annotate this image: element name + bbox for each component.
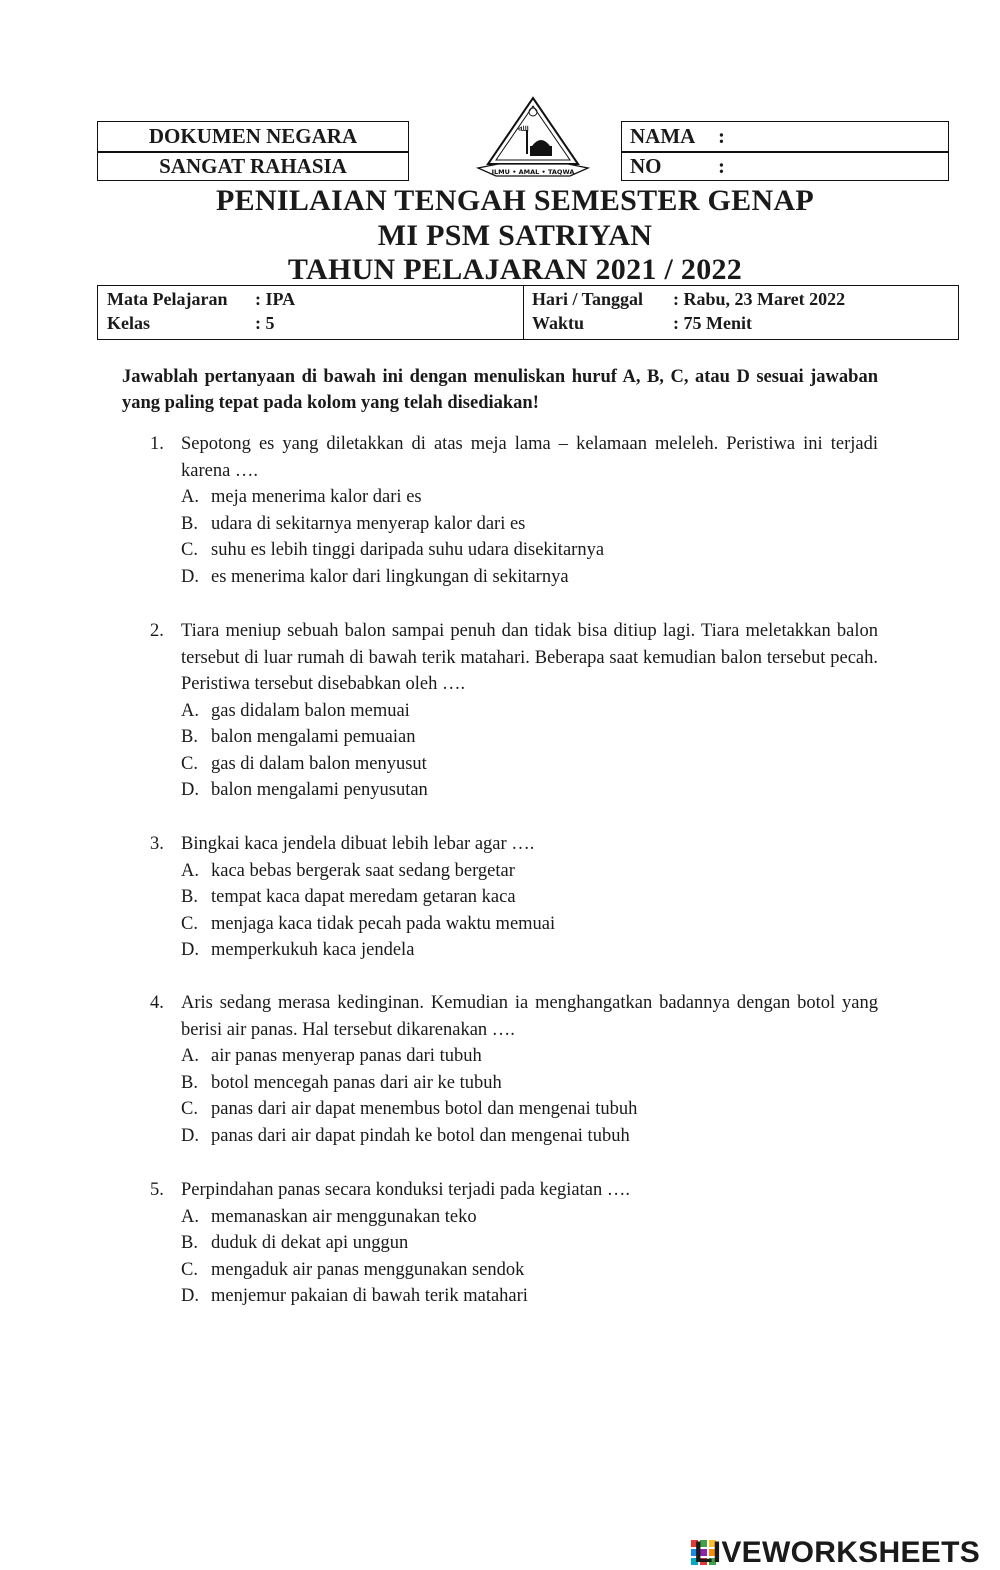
option-d[interactable]: D. balon mengalami penyusutan: [181, 780, 428, 800]
instructions: Jawablah pertanyaan di bawah ini dengan menuliskan huruf A, B, C, atau D sesuai jawaban yang paling tepat pada kolom yang telah disediakan!: [122, 367, 878, 413]
title-line-2: MI PSM SATRIYAN: [377, 219, 653, 252]
doc-label-box: [97, 121, 409, 153]
option-b[interactable]: B. botol mencegah panas dari air ke tubuh: [181, 1072, 502, 1093]
question-stem: Tiara meniup sebuah balon sampai penuh dan tidak bisa ditiup lagi. Tiara meletakkan balon tersebut di luar rumah di bawah terik matahari. Beberapa saat kemudian balon tersebut pecah. Peristiwa tersebut disebabkan oleh ….: [181, 621, 878, 694]
option-a[interactable]: A. meja menerima kalor dari es: [181, 487, 422, 507]
option-c[interactable]: C. suhu es lebih tinggi daripada suhu udara disekitarnya: [181, 540, 605, 560]
class-label: Kelas: [107, 313, 150, 333]
question-2: [150, 618, 878, 804]
question-number: 4.: [150, 993, 164, 1013]
option-a[interactable]: A. memanaskan air menggunakan teko: [181, 1206, 477, 1227]
date-value: : Rabu, 23 Maret 2022: [673, 289, 846, 309]
number-field-box[interactable]: [621, 151, 949, 181]
option-d[interactable]: D. es menerima kalor dari lingkungan di sekitarnya: [181, 566, 569, 587]
name-label: NAMA: [630, 124, 696, 148]
question-stem: Aris sedang merasa kedinginan. Kemudian ia menghangatkan badannya dengan botol yang berisi air panas. Hal tersebut dikarenakan ….: [181, 993, 878, 1040]
secret-label-box: [97, 151, 409, 181]
option-b[interactable]: B. balon mengalami pemuaian: [181, 727, 416, 747]
option-d[interactable]: D. panas dari air dapat pindah ke botol dan mengenai tubuh: [181, 1125, 630, 1146]
title-line-1: PENILAIAN TENGAH SEMESTER GENAP: [215, 184, 815, 217]
class-value: : 5: [255, 313, 275, 333]
option-a[interactable]: A. gas didalam balon memuai: [181, 700, 410, 721]
option-d[interactable]: D. memperkukuh kaca jendela: [181, 940, 415, 960]
liveworksheets-brand[interactable]: LIVEWORKSHEETS: [694, 1536, 980, 1569]
secret-label: SANGAT RAHASIA: [159, 154, 347, 178]
question-number: 5.: [150, 1180, 164, 1200]
name-field-box[interactable]: [621, 121, 949, 153]
option-b[interactable]: B. tempat kaca dapat meredam getaran kaca: [181, 887, 516, 907]
option-c[interactable]: C. mengaduk air panas menggunakan sendok: [181, 1259, 525, 1280]
question-4: [150, 990, 878, 1149]
time-label: Waktu: [532, 313, 585, 333]
svg-text:ﷲ: ﷲ: [518, 124, 524, 134]
option-b[interactable]: B. udara di sekitarnya menyerap kalor dari es: [181, 513, 526, 534]
option-c[interactable]: C. gas di dalam balon menyusut: [181, 753, 427, 774]
question-number: 2.: [150, 621, 164, 641]
school-logo: [470, 94, 596, 186]
question-1: [150, 431, 878, 590]
question-number: 1.: [150, 434, 164, 454]
no-label: NO: [630, 154, 662, 178]
option-b[interactable]: B. duduk di dekat api unggun: [181, 1233, 409, 1253]
option-c[interactable]: C. panas dari air dapat menembus botol dan mengenai tubuh: [181, 1099, 638, 1119]
info-divider: [523, 286, 524, 339]
subject-label: Mata Pelajaran: [107, 289, 228, 309]
name-colon: :: [718, 124, 725, 148]
option-c[interactable]: C. menjaga kaca tidak pecah pada waktu memuai: [181, 913, 556, 934]
question-3: [150, 831, 878, 964]
date-label: Hari / Tanggal: [532, 289, 644, 309]
question-number: 3.: [150, 834, 164, 854]
option-d[interactable]: D. menjemur pakaian di bawah terik matahari: [181, 1286, 528, 1306]
question-5: [150, 1177, 878, 1310]
option-a[interactable]: A. kaca bebas bergerak saat sedang bergetar: [181, 860, 515, 881]
option-a[interactable]: A. air panas menyerap panas dari tubuh: [181, 1046, 482, 1066]
title-line-3: TAHUN PELAJARAN 2021 / 2022: [287, 253, 743, 286]
time-value: : 75 Menit: [673, 313, 752, 333]
question-stem: Perpindahan panas secara konduksi terjadi pada kegiatan ….: [181, 1180, 630, 1200]
no-colon: :: [718, 154, 725, 178]
logo-motto: ILMU • AMAL • TAQWA: [491, 168, 575, 176]
doc-label: DOKUMEN NEGARA: [148, 124, 358, 148]
question-stem: Sepotong es yang diletakkan di atas meja lama – kelamaan meleleh. Peristiwa ini terjadi karena ….: [181, 434, 878, 481]
subject-value: : IPA: [255, 289, 296, 309]
exam-info-table: [97, 285, 959, 340]
question-stem: Bingkai kaca jendela dibuat lebih lebar agar ….: [181, 834, 535, 854]
